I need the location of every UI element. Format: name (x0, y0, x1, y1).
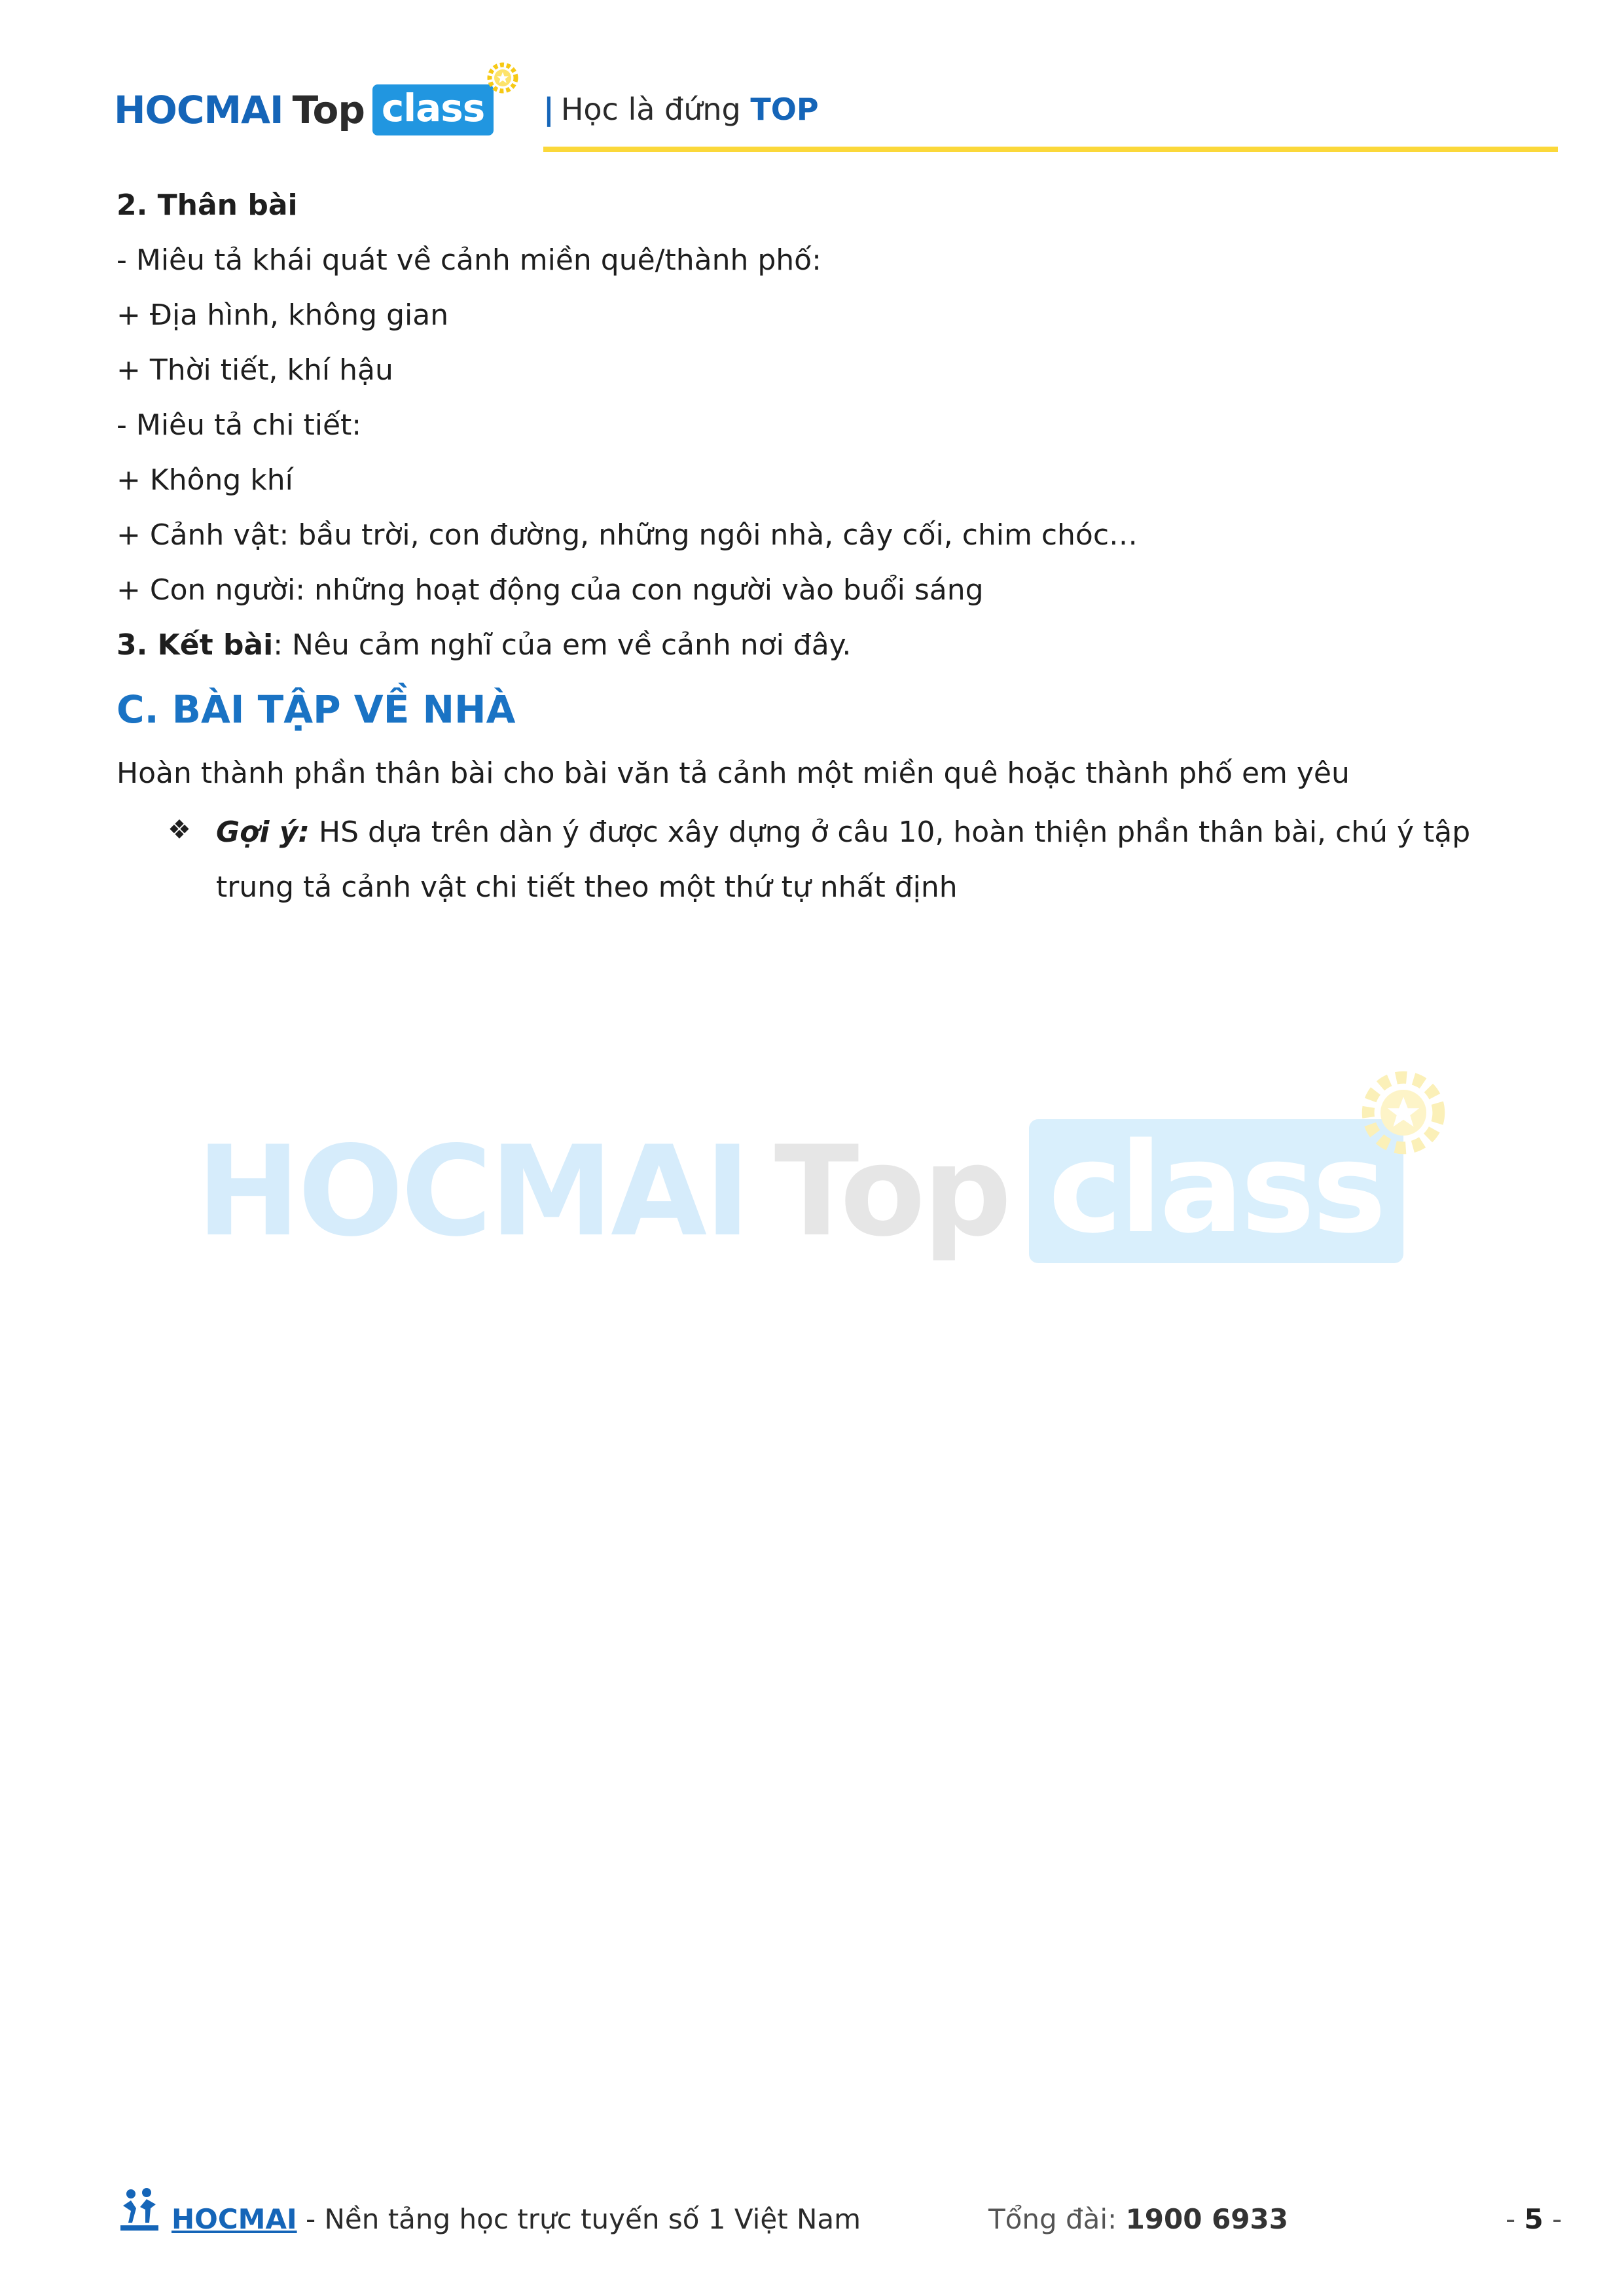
tagline-text: Học là đứng (560, 92, 751, 127)
outline-line: + Địa hình, không gian (117, 298, 449, 332)
hint-line-1 (216, 818, 1470, 847)
watermark-top: Top (774, 1119, 1009, 1264)
ket-bai-line (117, 628, 852, 662)
ket-bai-label: 3. Kết bài (117, 628, 274, 662)
logo-class-badge (372, 84, 494, 135)
outline-line: - Miêu tả khái quát về cảnh miền quê/thành phố: (117, 243, 821, 277)
ket-bai-text: : Nêu cảm nghĩ của em về cảnh nơi đây. (273, 628, 852, 662)
hint-text-1: HS dựa trên dàn ý được xây dựng ở câu 10, hoàn thiện phần thân bài, chú ý tập (310, 816, 1471, 849)
watermark-class: class (1048, 1115, 1384, 1261)
footer-brand-link[interactable]: HOCMAI (171, 2203, 297, 2235)
outline-line: + Cảnh vật: bầu trời, con đường, những ngôi nhà, cây cối, chim chóc… (117, 518, 1138, 552)
hotline-label: Tổng đài: (988, 2203, 1126, 2235)
page-number (1506, 2203, 1562, 2235)
watermark-logo (196, 1113, 1403, 1270)
outline-line: + Thời tiết, khí hậu (117, 353, 393, 387)
logo-hocmai-text: HOCMAI (114, 88, 283, 132)
page-number-value: 5 (1524, 2203, 1543, 2235)
hotline-number: 1900 6933 (1125, 2203, 1288, 2235)
watermark-class-badge (1029, 1115, 1403, 1263)
section-c-heading: C. BÀI TẬP VỀ NHÀ (117, 687, 516, 732)
outline-line: + Không khí (117, 463, 293, 497)
outline-line: + Con người: những hoạt động của con người vào buổi sáng (117, 573, 984, 607)
outline-line: - Miêu tả chi tiết: (117, 408, 362, 442)
footer-slogan (171, 2203, 861, 2235)
footer-slogan-text: - Nền tảng học trực tuyến số 1 Việt Nam (297, 2203, 861, 2235)
watermark-hocmai: HOCMAI (196, 1119, 748, 1264)
footer-hotline (988, 2203, 1288, 2235)
homework-text: Hoàn thành phần thân bài cho bài văn tả cảnh một miền quê hoặc thành phố em yêu (117, 757, 1350, 790)
logo-top-text: Top (292, 88, 365, 132)
hocmai-topclass-logo (114, 77, 494, 143)
logo-class-text: class (381, 86, 485, 130)
page-suffix: - (1543, 2203, 1562, 2235)
page-prefix: - (1506, 2203, 1525, 2235)
header-divider (543, 147, 1558, 152)
gear-star-icon (486, 61, 520, 95)
header-tagline (543, 92, 819, 127)
than-bai-heading: 2. Thân bài (117, 188, 298, 222)
hint-label: Gợi ý: (216, 816, 310, 849)
tagline-divider: | (543, 92, 554, 127)
tagline-top: TOP (750, 92, 819, 127)
hint-line-2: trung tả cảnh vật chi tiết theo một thứ tự nhất định (216, 870, 958, 904)
watermark-gear-icon (1358, 1067, 1449, 1158)
hocmai-people-icon (117, 2186, 162, 2232)
diamond-bullet-icon: ❖ (168, 815, 191, 845)
